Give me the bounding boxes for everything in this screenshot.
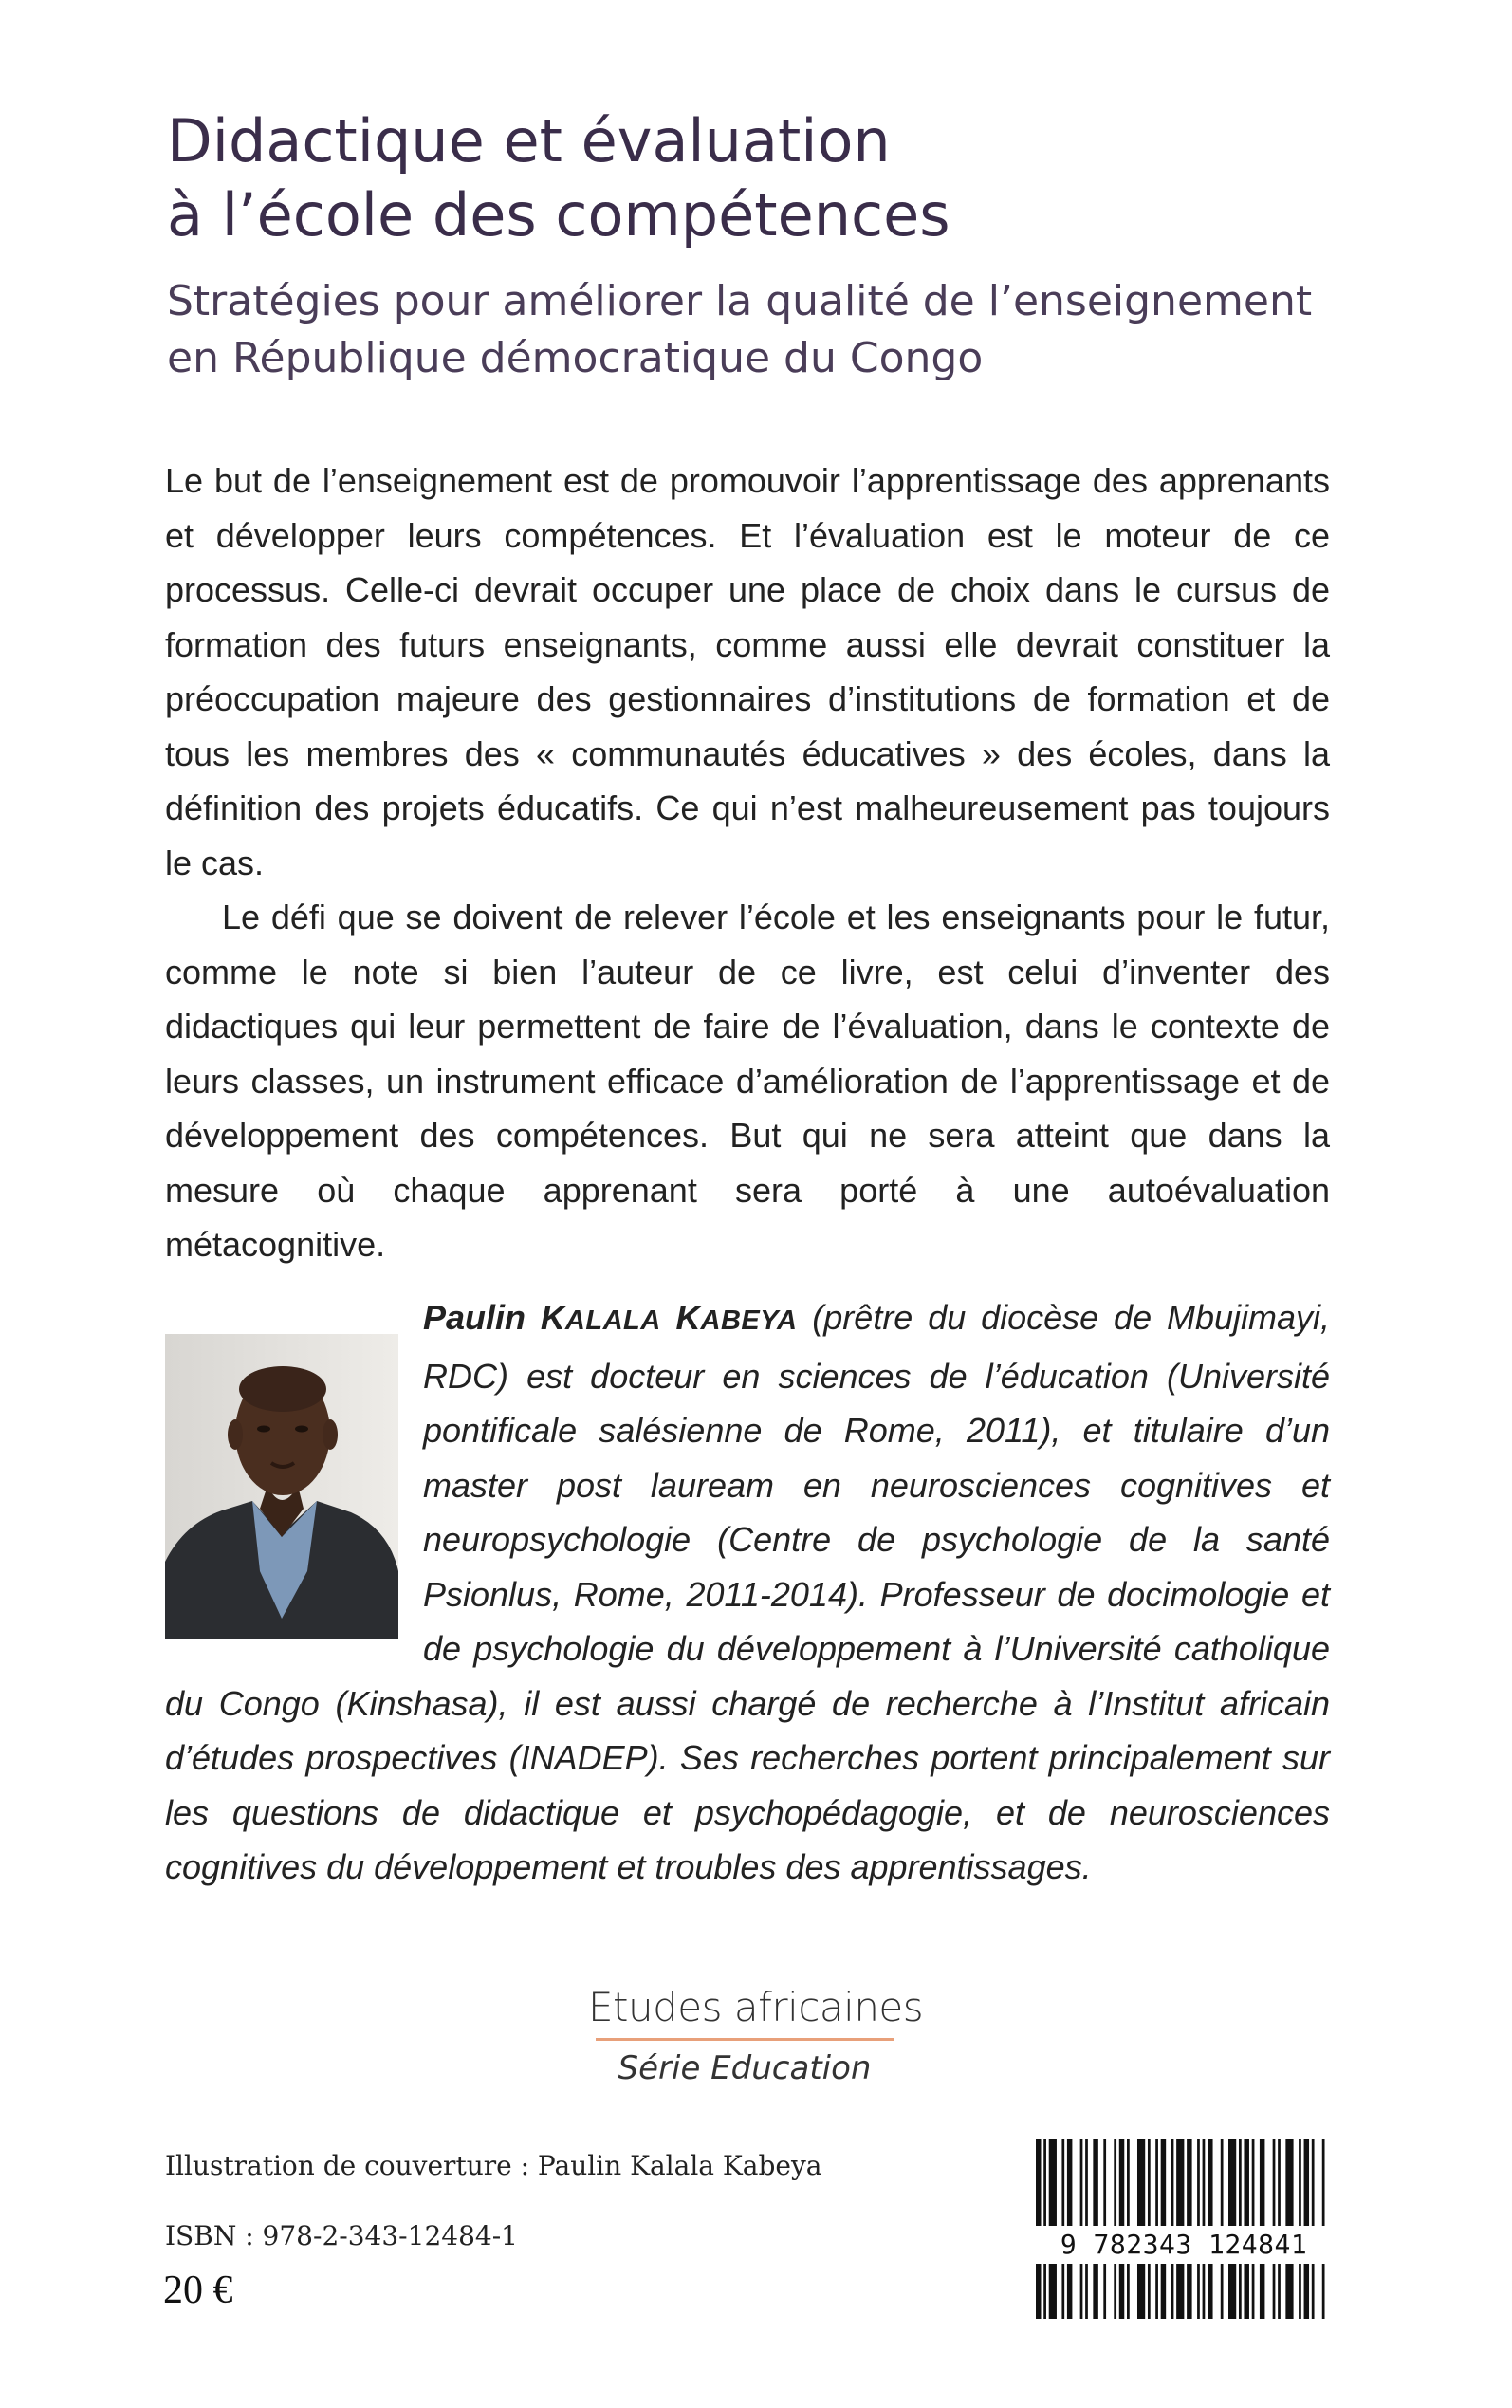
- blurb-paragraph-1: Le but de l’enseignement est de promouvoir l’apprentissage des apprenants et développer leurs compétences. Et l’évaluation est le moteur de ce processus. Celle-ci devrait occuper une place de choix dans le cursus de formation des futurs enseignants, comme aussi elle devrait constituer la préoccupation majeure des gestionnaires d’institutions de formation et de tous les membres des « communautés éducatives » des écoles, dans la définition des projets éducatifs. Ce qui n’est malheureusement pas toujours le cas.: [165, 461, 1330, 882]
- author-first-name: Paulin: [423, 1298, 526, 1337]
- author-name: Paulin KALALA KABEYA: [423, 1298, 798, 1337]
- series-name: Etudes africaines: [588, 1984, 924, 2030]
- cover-illustration-credit: Illustration de couverture : Paulin Kalala Kabeya: [165, 2150, 822, 2181]
- blurb-paragraph-2: Le défi que se doivent de relever l’école et les enseignants pour le futur, comme le note si bien l’auteur de ce livre, est celui d’inventer des didactiques qui leur permettent de faire de l’évaluation, dans le contexte de leurs classes, un instrument efficace d’amélioration de l’apprentissage et de développement des compétences. But qui ne sera atteint que dans la mesure où chaque apprenant sera porté à une autoévaluation métacognitive.: [165, 898, 1330, 1264]
- barcode-digits: 9 782343 124841: [1034, 2226, 1334, 2264]
- author-photo: [165, 1334, 398, 1639]
- book-subtitle: [167, 273, 1353, 387]
- author-bio-text: (prêtre du diocèse de Mbujimayi, RDC) est docteur en sciences de l’éducation (Université pontificale salésienne de Rome, 2011), et titulaire d’un master post lauream en neurosciences cognitives et neuropsychologie (Centre de psychologie de la santé Psionlus, Rome, 2011-2014). Professeur de docimologie et de psychologie du développement à l’Université catholique du Congo (Kinshasa), il est aussi chargé de recherche à l’Institut africain d’études prospectives (INADEP). Ses recherches portent principalement sur les questions de didactique et psychopédagogie, et de neurosciences cognitives du développement et troubles des apprentissages.: [165, 1298, 1330, 1886]
- price: 20 €: [163, 2269, 233, 2312]
- isbn: ISBN : 978-2-343-12484-1: [165, 2220, 518, 2251]
- blurb: [165, 454, 1330, 1272]
- book-title-line-2: à l’école des compétences: [167, 180, 950, 250]
- series-block: [588, 1981, 924, 2090]
- book-title: [167, 104, 1353, 252]
- author-portrait-icon: [165, 1334, 398, 1639]
- series-divider: [596, 2038, 894, 2041]
- book-title-line-1: Didactique et évaluation: [167, 106, 891, 176]
- book-subtitle-line-2: en République démocratique du Congo: [167, 334, 984, 382]
- book-subtitle-line-1: Stratégies pour améliorer la qualité de l’enseignement: [167, 277, 1313, 325]
- series-subtitle: Série Education: [618, 2049, 872, 2087]
